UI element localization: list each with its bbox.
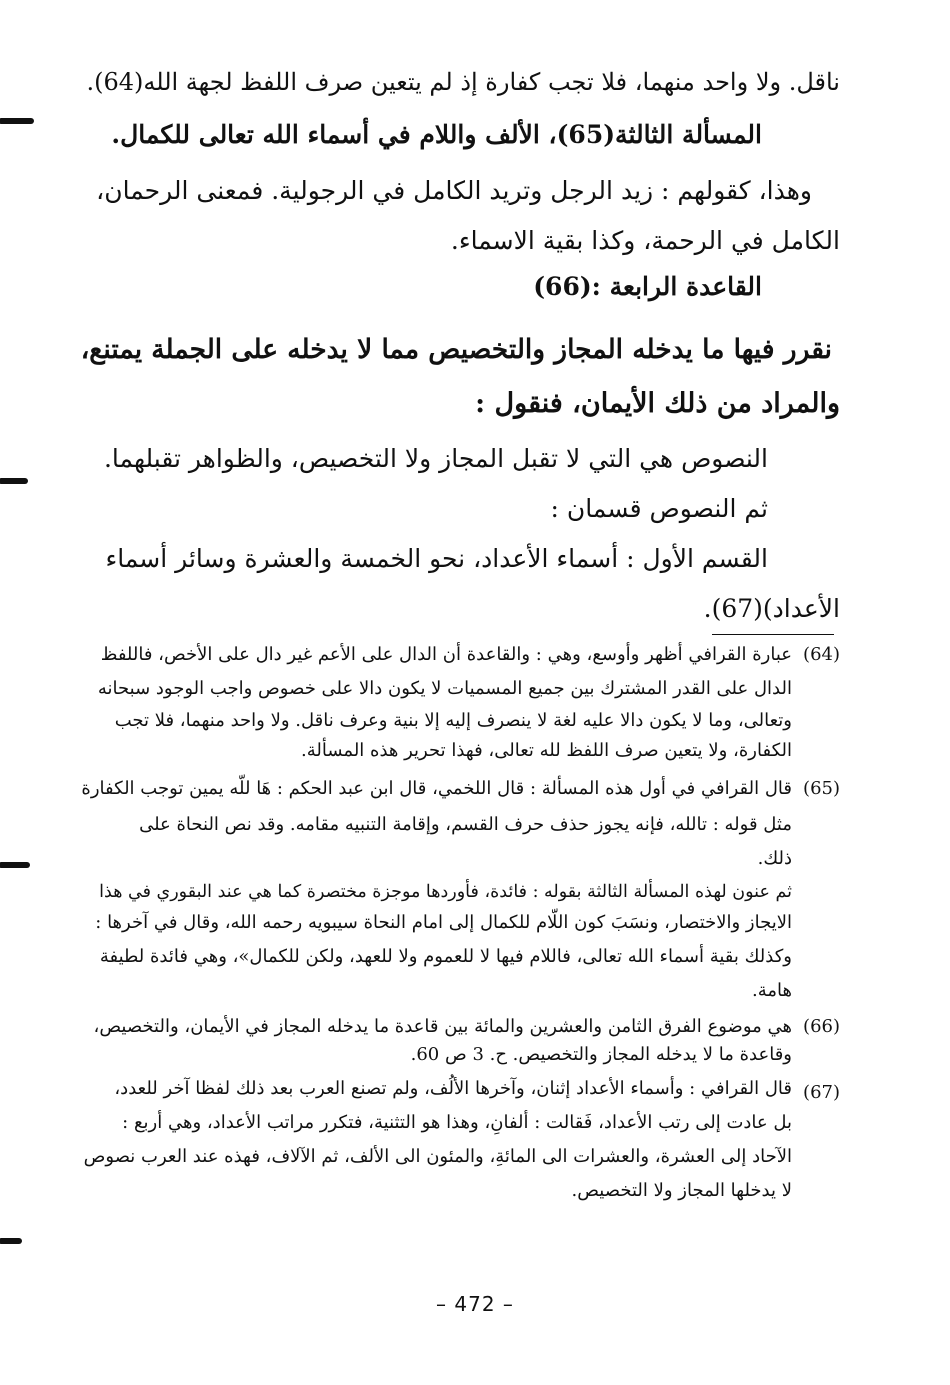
footnote-line: قال القرافي : وأسماء الأعداد إثنان، وآخرها الألُف، ولم تصنع العرب بعد ذلك لفظا آخر للعدد،	[114, 1078, 792, 1099]
footnote-number: (65)	[803, 778, 840, 799]
section-heading: المسألة الثالثة(65)، الألف واللام في أسماء الله تعالى للكمال.	[111, 120, 762, 149]
footnote-line: هامة.	[752, 980, 792, 1001]
margin-mark	[0, 862, 30, 868]
body-line: النصوص هي التي لا تقبل المجاز ولا التخصيص، والظواهر تقبلهما.	[103, 444, 768, 473]
footnote-line: هي موضوع الفرق الثامن والعشرين والمائة بين قاعدة ما يدخله المجاز في الأيمان، والتخصيص،	[93, 1016, 792, 1037]
body-line: ثم النصوص قسمان :	[550, 494, 768, 523]
margin-mark	[0, 118, 34, 124]
body-line: الأعداد)(67).	[703, 594, 840, 623]
rule-statement: والمراد من ذلك الأيمان، فنقول :	[475, 388, 840, 419]
footnote-line: الآحاد إلى العشرة، والعشرات الى المائةِ، والمئون الى الألف، ثم الآلاف، فهذه عند العرب نصوص	[83, 1146, 792, 1167]
footnote-line: قال القرافي في أول هذه المسألة : قال اللخمي، قال ابن عبد الحكم : هَا للّه يمين توجب الكفارة	[81, 778, 792, 799]
footnote-line: الدال على القدر المشترك بين جميع المسميات لا يكون دالا على خصوص واجب الوجود سبحانه	[97, 678, 792, 699]
footnote-line: بل عادت إلى رتب الأعداد، فَقالت : ألفانِ، وهذا هو التثنية، فتكرر مراتب الأعداد، وهي أربع :	[122, 1112, 792, 1133]
section-heading: القسم الأول : أسماء الأعداد، نحو الخمسة والعشرة وسائر أسماء	[105, 544, 768, 573]
footnote-line: وتعالى، وما لا يكون دالا عليه لغة لا ينصرف إليه إلا بنية وعرف ناقل. ولا واحد منهما، فلا تجب	[114, 710, 792, 731]
footnote-line: وكذلك بقية أسماء الله تعالى، فاللام فيها لا للعموم ولا للعهد، ولكن للكمال»، وهي فائدة لطيفة	[99, 946, 792, 967]
footnote-line: وقاعدة ما لا يدخله المجاز والتخصيص. ح. 3 ص 60.	[410, 1044, 792, 1065]
footnote-line: الكفارة، ولا يتعين صرف اللفظ لله تعالى، فهذا تحرير هذه المسألة.	[301, 740, 792, 761]
margin-mark	[0, 478, 28, 484]
page-number: – 472 –	[436, 1292, 514, 1316]
footnote-line: الايجاز والاختصار، ونسَبَ كون اللّام للكمال إلى امام النحاة سيبويه رحمه الله، وقال في آخرها :	[95, 912, 792, 933]
footnote-number: (67)	[803, 1082, 840, 1103]
footnote-line: عبارة القرافي أظهر وأوسع، وهي : والقاعدة أن الدال على الأعم غير دال على الأخص، فاللفظ	[100, 644, 792, 665]
footnote-line: لا يدخلها المجاز ولا التخصيص.	[571, 1180, 792, 1201]
body-line: ناقل. ولا واحد منهما، فلا تجب كفارة إذ لم يتعين صرف اللفظ لجهة الله(64).	[86, 68, 840, 96]
footnote-number: (66)	[803, 1016, 840, 1037]
margin-mark	[0, 1238, 22, 1244]
rule-heading: القاعدة الرابعة :(66)	[533, 272, 762, 301]
footnote-line: ثم عنون لهذه المسألة الثالثة بقوله : فائدة، فأوردها موجزة مختصرة كما هي عند البقوري في هذا	[99, 882, 792, 902]
footnote-number: (64)	[803, 644, 840, 665]
footnote-line: ذلك.	[757, 848, 792, 869]
body-line: وهذا، كقولهم : زيد الرجل وتريد الكامل في الرجولية. فمعنى الرحمان،	[96, 176, 812, 205]
body-line: الكامل في الرحمة، وكذا بقية الاسماء.	[450, 226, 840, 255]
rule-statement: نقرر فيها ما يدخله المجاز والتخصيص مما لا يدخله على الجملة يمتنع،	[80, 334, 832, 365]
footnote-line: مثل قوله : تالله، فإنه يجوز حذف حرف القسم، وإقامة التنبيه مقامه. وقد نص النحاة على	[139, 814, 792, 835]
footnote-separator	[712, 634, 834, 635]
